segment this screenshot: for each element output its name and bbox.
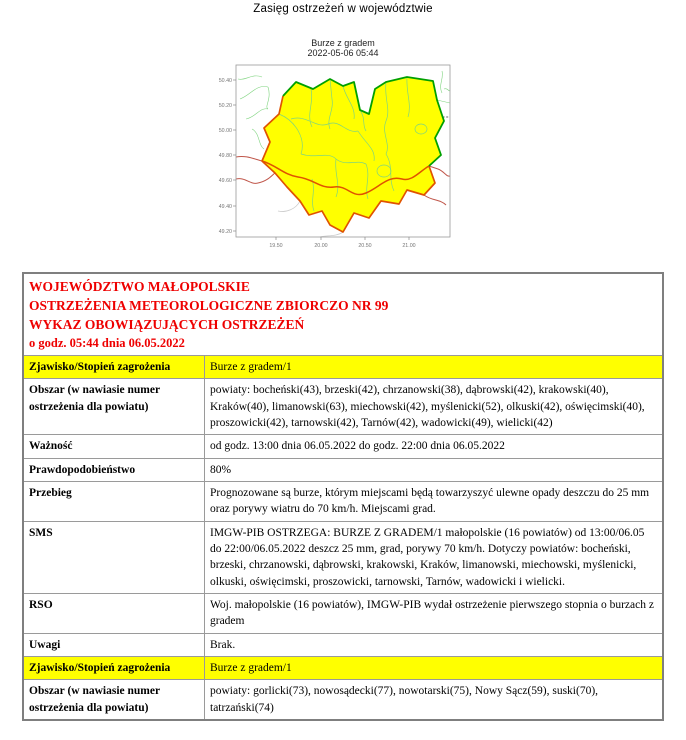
- row-label: Zjawisko/Stopień zagrożenia: [23, 356, 205, 379]
- row-value: Brak.: [205, 633, 664, 656]
- x-tick-label: 21.00: [401, 243, 416, 249]
- y-tick-label: 50.40: [218, 77, 232, 84]
- table-row: [23, 481, 663, 521]
- table-header-row: [23, 273, 663, 356]
- row-label: Przebieg: [23, 481, 205, 521]
- row-value: powiaty: bocheński(43), brzeski(42), chrzanowski(38), dąbrowski(42), krakowski(40), Kraków(40), limanowski(63), miechowski(42), myślenicki(52), olkuski(42), oświęcimski(40), proszowicki(42), tarnowski(42), Tarnów(42), wadowicki(49), wielicki(42): [205, 379, 664, 435]
- x-tick-label: 20.00: [313, 243, 328, 249]
- row-label: Prawdopodobieństwo: [23, 458, 205, 481]
- row-value: Burze z gradem/1: [205, 656, 664, 679]
- table-header-cell: [23, 273, 663, 356]
- table-row: [23, 356, 663, 379]
- y-tick-label: 49.60: [218, 177, 232, 184]
- table-row: [23, 593, 663, 633]
- row-value: Woj. małopolskie (16 powiatów), IMGW-PIB wydał ostrzeżenie pierwszego stopnia o burzach z gradem: [205, 593, 664, 633]
- map-voivodeship-area: [262, 77, 444, 232]
- header-issue-time: o godz. 05:44 dnia 06.05.2022: [29, 336, 185, 350]
- y-tick-label: 50.00: [218, 127, 232, 134]
- table-row: [23, 379, 663, 435]
- row-label: SMS: [23, 521, 205, 593]
- y-tick-label: 49.80: [218, 152, 232, 159]
- warnings-rows: [23, 356, 663, 720]
- y-tick-label: 49.40: [218, 203, 232, 210]
- row-label: RSO: [23, 593, 205, 633]
- row-value: Burze z gradem/1: [205, 356, 664, 379]
- table-row: [23, 435, 663, 458]
- row-value: powiaty: gorlicki(73), nowosądecki(77), nowotarski(75), Nowy Sącz(59), suski(70), tatrzański(74): [205, 680, 664, 720]
- y-axis-tick-labels: [218, 78, 235, 235]
- x-tick-label: 19.50: [268, 243, 283, 249]
- table-row: [23, 656, 663, 679]
- warnings-table: [22, 272, 664, 721]
- row-label: Uwagi: [23, 633, 205, 656]
- row-label: Ważność: [23, 435, 205, 458]
- row-value: IMGW-PIB OSTRZEGA: BURZE Z GRADEM/1 małopolskie (16 powiatów) od 13:00/06.05 do 22:00/06.05.2022 deszcz 25 mm, grad, porywy 70 km/h. Dotyczy powiatów: bocheński, brzeski, chrzanowski, dąbrowski, krakowski, Kraków, limanowski, miechowski, myślenicki, olkuski, oświęcimski, proszowicki, tarnowski, Tarnów, wadowicki i wielicki.: [205, 521, 664, 593]
- table-row: [23, 458, 663, 481]
- header-list-title: WYKAZ OBOWIĄZUJĄCYCH OSTRZEŻEŃ: [29, 317, 305, 332]
- map-caption-datetime: 2022-05-06 05:44: [307, 48, 379, 58]
- header-voivodeship: WOJEWÓDZTWO MAŁOPOLSKIE: [29, 279, 250, 294]
- voivodeship-warning-map: [216, 59, 471, 264]
- table-row: [23, 521, 663, 593]
- x-tick-label: 20.50: [357, 243, 372, 249]
- y-tick-label: 50.20: [218, 102, 232, 109]
- header-bulletin-number: OSTRZEŻENIA METEOROLOGICZNE ZBIORCZO NR 99: [29, 298, 389, 313]
- row-label: Zjawisko/Stopień zagrożenia: [23, 656, 205, 679]
- y-tick-label: 49.20: [218, 228, 232, 235]
- row-label: Obszar (w nawiasie numer ostrzeżenia dla powiatu): [23, 379, 205, 435]
- row-value: 80%: [205, 458, 664, 481]
- row-value: od godz. 13:00 dnia 06.05.2022 do godz. 22:00 dnia 06.05.2022: [205, 435, 664, 458]
- map-caption-phenomenon: Burze z gradem: [311, 38, 375, 48]
- map-figure: [216, 59, 471, 259]
- row-value: Prognozowane są burze, którym miejscami będą towarzyszyć ulewne opady deszczu do 25 mm oraz porywy wiatru do 70 km/h. Miejscami grad.: [205, 481, 664, 521]
- row-label: Obszar (w nawiasie numer ostrzeżenia dla powiatu): [23, 680, 205, 720]
- table-row: [23, 680, 663, 720]
- table-row: [23, 633, 663, 656]
- page-title: Zasięg ostrzeżeń w województwie: [253, 3, 433, 15]
- map-caption: [0, 38, 686, 58]
- x-axis-tick-labels: [269, 237, 415, 249]
